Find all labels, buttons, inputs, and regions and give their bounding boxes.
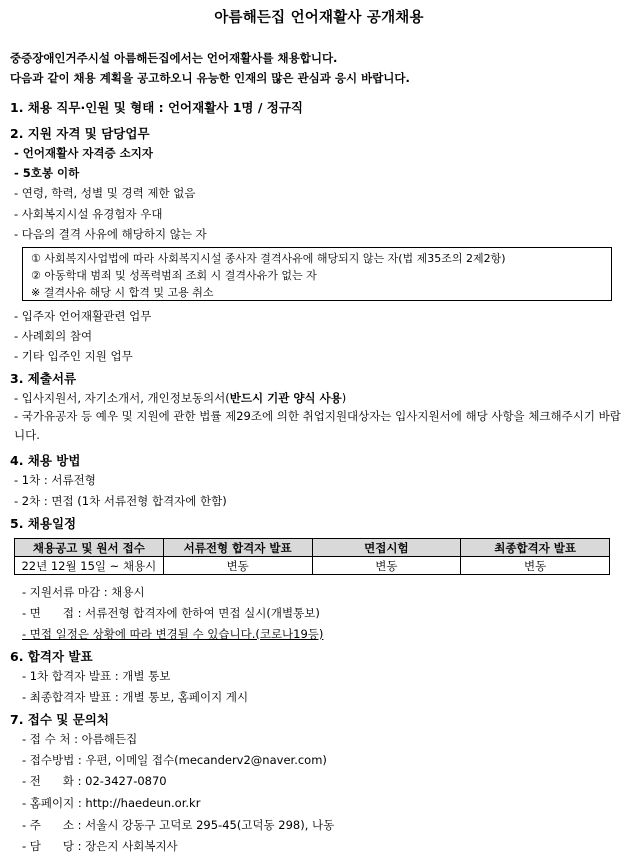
schedule-note-warning: - 면접 일정은 상황에 따라 변경될 수 있습니다.(코로나19등) [22, 627, 324, 641]
section-4-heading: 4. 채용 방법 [10, 453, 81, 468]
schedule-note: - 면 접 : 서류전형 합격자에 한하여 면접 실시(개별통보) [22, 606, 320, 620]
schedule-header-row [15, 539, 610, 557]
qualification-item: - 다음의 결격 사유에 해당하지 않는 자 [14, 227, 207, 241]
section-5-heading: 5. 채용일정 [10, 516, 77, 531]
veteran-notice: - 국가유공자 등 예우 및 지원에 관한 법률 제29조에 의한 취업지원대상자는 입사지원서에 해당 사항을 체크해주시기 바랍니다. [14, 409, 621, 442]
schedule-note: - 지원서류 마감 : 채용시 [22, 585, 145, 599]
schedule-row [15, 557, 610, 575]
schedule-header: 최종합격자 발표 [461, 539, 610, 557]
schedule-table [14, 538, 610, 575]
qualification-item: - 사회복지시설 유경험자 우대 [14, 207, 163, 221]
duty-item: - 사례회의 참여 [14, 329, 93, 343]
section-7-heading: 7. 접수 및 문의처 [10, 712, 109, 727]
duty-item: - 기타 입주인 지원 업무 [14, 349, 133, 363]
announcement-item: - 1차 합격자 발표 : 개별 통보 [22, 669, 171, 683]
qualification-item: - 5호봉 이하 [14, 166, 80, 180]
qualification-item: - 연령, 학력, 성별 및 경력 제한 없음 [14, 186, 196, 200]
section-1-heading: 1. 채용 직무·인원 및 형태 : 언어재활사 1명 / 정규직 [10, 100, 303, 115]
documents-emphasis: 반드시 기관 양식 사용 [229, 391, 342, 405]
contact-item: - 접수방법 : 우편, 이메일 접수(mecanderv2@naver.com) [22, 753, 327, 767]
schedule-header: 면접시험 [312, 539, 461, 557]
intro-line-1: 중증장애인거주시설 아름해든집에서는 언어재활사를 채용합니다. [10, 51, 338, 65]
page-title: 아름해든집 언어재활사 공개채용 [214, 10, 424, 26]
schedule-header: 채용공고 및 원서 접수 [15, 539, 164, 557]
disqualification-line: ※ 결격사유 해당 시 합격 및 고용 취소 [31, 286, 214, 299]
section-3-heading: 3. 제출서류 [10, 371, 77, 386]
method-item: - 1차 : 서류전형 [14, 473, 96, 487]
contact-item: - 담 당 : 장은지 사회복지사 [22, 839, 178, 853]
disqualification-box [22, 247, 612, 301]
schedule-header: 서류전형 합격자 발표 [163, 539, 312, 557]
intro-line-2: 다음과 같이 채용 계획을 공고하오니 유능한 인재의 많은 관심과 응시 바랍니다. [10, 71, 410, 85]
contact-item: - 전 화 : 02-3427-0870 [22, 774, 167, 788]
documents-text: - 입사지원서, 자기소개서, 개인정보동의서( [14, 391, 230, 405]
contact-item: - 홈페이지 : http://haedeun.or.kr [22, 796, 201, 810]
contact-item: - 접 수 처 : 아름해든집 [22, 732, 138, 746]
schedule-cell: 22년 12월 15일 ~ 채용시 [15, 557, 164, 575]
method-item: - 2차 : 면접 (1차 서류전형 합격자에 한함) [14, 494, 227, 508]
schedule-cell: 변동 [163, 557, 312, 575]
announcement-item: - 최종합격자 발표 : 개별 통보, 홈페이지 게시 [22, 690, 249, 704]
qualification-item: - 언어재활사 자격증 소지자 [14, 146, 153, 160]
documents-text-end: ) [341, 391, 347, 405]
duty-item: - 입주자 언어재활관련 업무 [14, 309, 152, 323]
schedule-cell: 변동 [461, 557, 610, 575]
schedule-cell: 변동 [312, 557, 461, 575]
disqualification-line: ② 아동학대 범죄 및 성폭력범죄 조회 시 결격사유가 없는 자 [31, 269, 317, 282]
contact-item: - 주 소 : 서울시 강동구 고덕로 295-45(고덕동 298), 나동 [22, 818, 335, 832]
section-2-heading: 2. 지원 자격 및 담당업무 [10, 126, 150, 141]
section-6-heading: 6. 합격자 발표 [10, 649, 93, 664]
disqualification-line: ① 사회복지사업법에 따라 사회복지시설 종사자 결격사유에 해당되지 않는 자(법 제35조의 2제2항) [31, 252, 506, 265]
documents-item [14, 390, 346, 406]
